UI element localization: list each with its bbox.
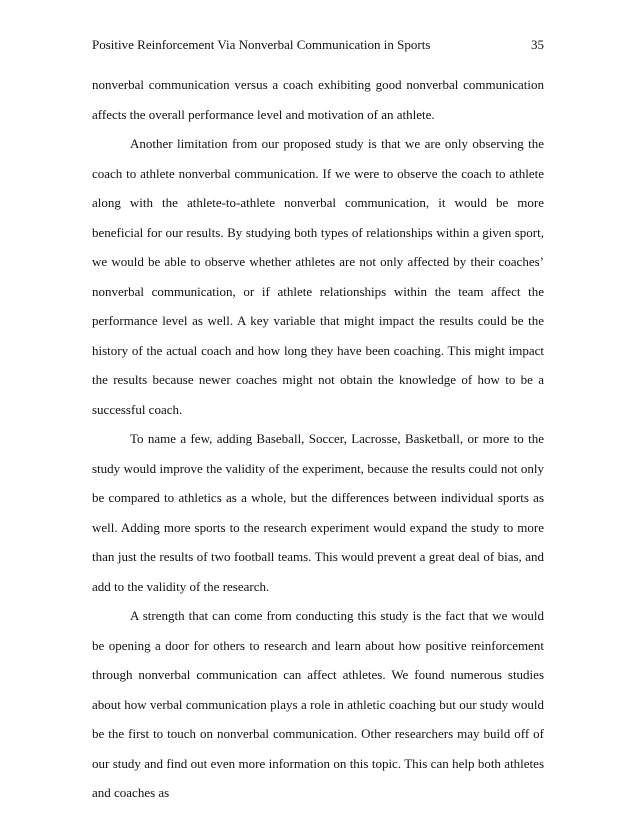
running-head [92,36,544,54]
running-head-title: Positive Reinforcement Via Nonverbal Communication in Sports [92,37,431,52]
body-text [92,70,544,808]
paragraph-limitation: Another limitation from our proposed study is that we are only observing the coach to athlete nonverbal communication. If we were to observe the coach to athlete along with the athlete-to-athlete nonverbal communication, it would be more beneficial for our results. By studying both types of relationships within a given sport, we would be able to observe whether athletes are not only affected by their coaches’ nonverbal communication, or if athlete relationships within the team affect the performance level as well. A key variable that might impact the results could be the history of the actual coach and how long they have been coaching. This might impact the results because newer coaches might not obtain the knowledge of how to be a successful coach. [92,136,544,417]
paragraph-strength: A strength that can come from conducting this study is the fact that we would be opening a door for others to research and learn about how positive reinforcement through nonverbal communication can affect athletes. We found numerous studies about how verbal communication plays a role in athletic coaching but our study would be the first to touch on nonverbal communication. Other researchers may build off of our study and find out even more information on this topic. This can help both athletes and coaches as [92,608,544,800]
paragraph-continued: nonverbal communication versus a coach exhibiting good nonverbal communication affects the overall performance level and motivation of an athlete. [92,77,544,122]
page-number: 35 [531,37,544,52]
paragraph-sports: To name a few, adding Baseball, Soccer, Lacrosse, Basketball, or more to the study would improve the validity of the experiment, because the results could not only be compared to athletics as a whole, but the differences between individual sports as well. Adding more sports to the research experiment would expand the study to more than just the results of two football teams. This would prevent a great deal of bias, and add to the validity of the research. [92,431,544,594]
